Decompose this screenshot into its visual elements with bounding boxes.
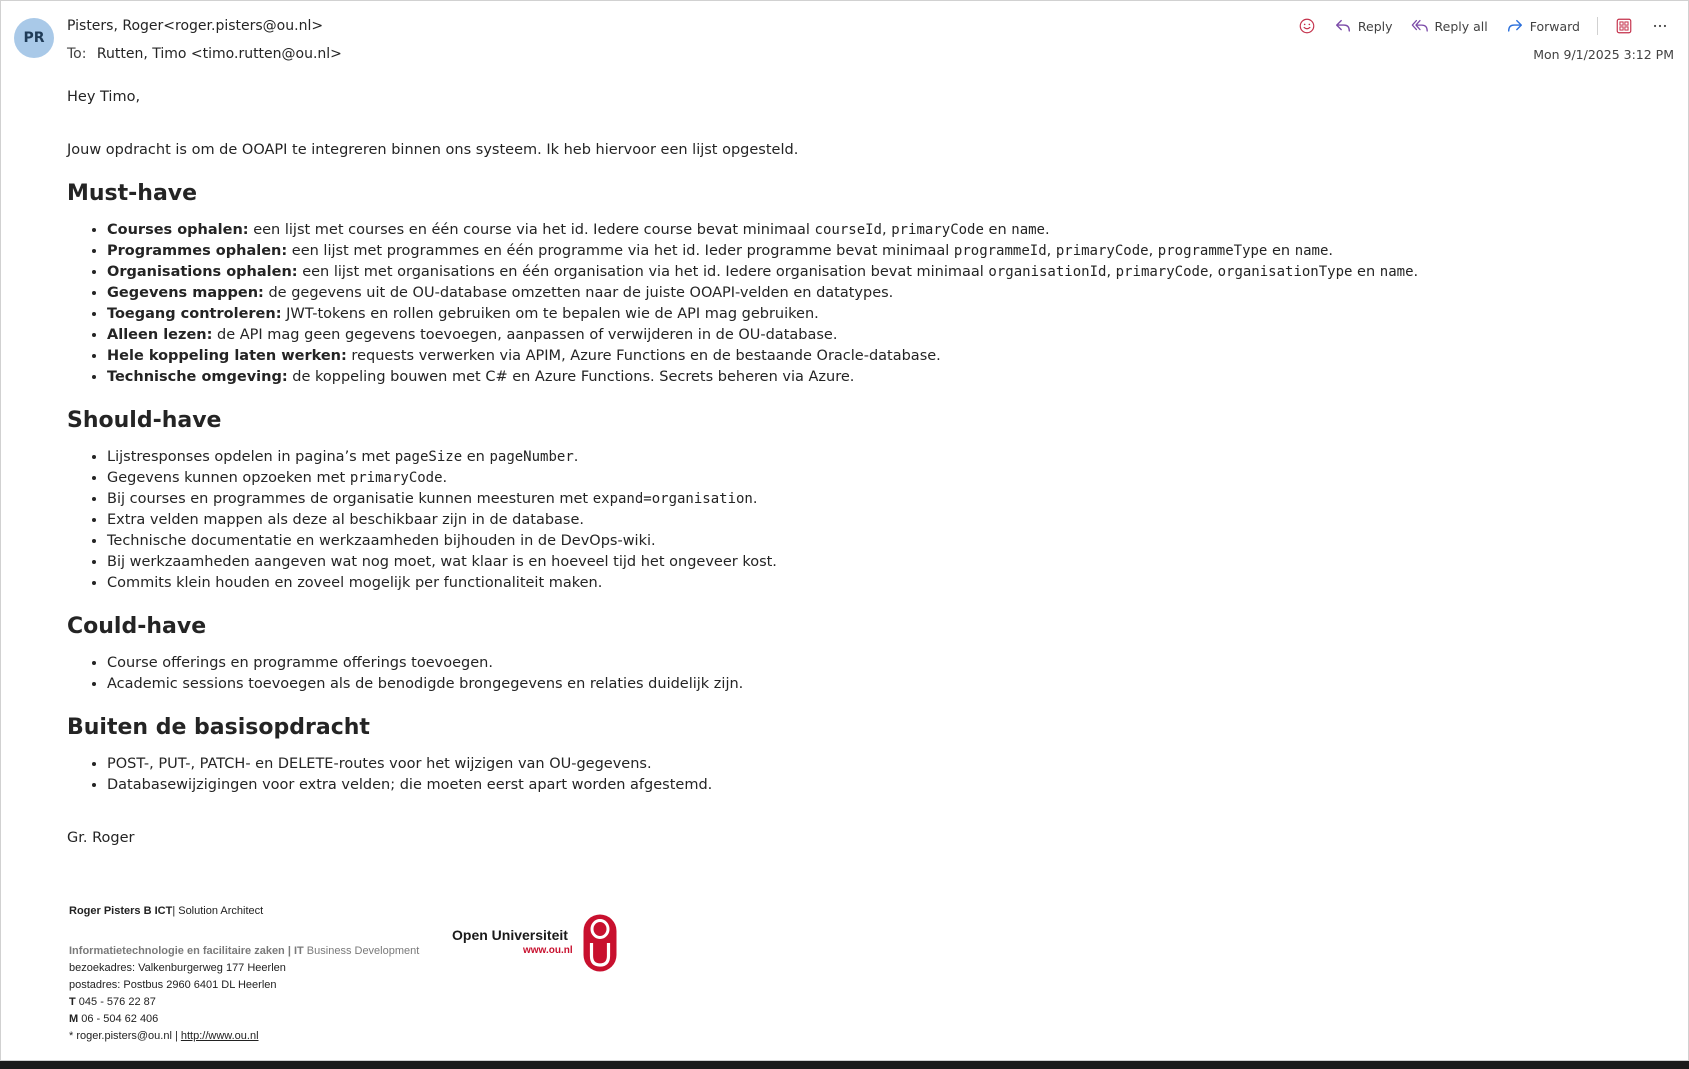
list-item: • Academic sessions toevoegen als de benodigde brongegevens en relaties duidelijk zijn. — [107, 674, 1627, 695]
sent-date: Mon 9/1/2025 3:12 PM — [1533, 47, 1674, 62]
should-have-list — [67, 447, 1627, 594]
reaction-button[interactable] — [1291, 14, 1323, 38]
list-item: • Toegang controleren: JWT-tokens en rollen gebruiken om te bepalen wie de API mag gebruiken. — [107, 304, 1627, 325]
list-item: • Technische omgeving: de koppeling bouwen met C# en Azure Functions. Secrets beheren via Azure. — [107, 367, 1627, 388]
signature-phone: T 045 - 576 22 87 — [69, 996, 156, 1008]
avatar[interactable]: PR — [14, 18, 54, 58]
apps-button[interactable] — [1608, 14, 1640, 38]
apps-icon — [1615, 17, 1633, 35]
recipient-line — [67, 46, 342, 62]
sender-name[interactable]: Pisters, Roger<roger.pisters@ou.nl> — [67, 18, 324, 34]
list-item: • Commits klein houden en zoveel mogelijk per functionaliteit maken. — [107, 573, 1627, 594]
list-item: • Gegevens mappen: de gegevens uit de OU-database omzetten naar de juiste OOAPI-velden en datatypes. — [107, 283, 1627, 304]
closing: Gr. Roger — [67, 830, 135, 846]
recipient-name[interactable]: Rutten, Timo <timo.rutten@ou.nl> — [96, 46, 342, 62]
list-item: • Gegevens kunnen opzoeken met primaryCode. — [107, 468, 1627, 489]
signature-post-address: postadres: Postbus 2960 6401 DL Heerlen — [69, 979, 277, 991]
list-item: • Bij werkzaamheden aangeven wat nog moet, wat klaar is en hoeveel tijd het ongeveer kost. — [107, 552, 1627, 573]
list-item: • Organisations ophalen: een lijst met organisations en één organisation via het id. Iedere organisation bevat minimaal organisationId, primaryCode, organisationType en name. — [107, 262, 1627, 283]
must-have-heading: Must-have — [67, 181, 198, 206]
email-signature — [69, 903, 419, 1045]
list-item: • Lijstresponses opdelen in pagina’s met pageSize en pageNumber. — [107, 447, 1627, 468]
signature-name-line — [69, 903, 419, 920]
forward-label: Forward — [1529, 18, 1580, 34]
signature-department: Informatietechnologie en facilitaire zaken | IT Business Development — [69, 945, 420, 957]
list-item: • Alleen lezen: de API mag geen gegevens toevoegen, aanpassen of verwijderen in de OU-database. — [107, 325, 1627, 346]
list-item: • Course offerings en programme offerings toevoegen. — [107, 653, 1627, 674]
reply-icon — [1334, 17, 1352, 35]
ou-logo — [452, 913, 618, 973]
should-have-heading: Should-have — [67, 408, 222, 433]
more-actions-button[interactable] — [1644, 14, 1676, 38]
list-item: • Courses ophalen: een lijst met courses en één course via het id. Iedere course bevat minimaal courseId, primaryCode en name. — [107, 220, 1627, 241]
more-icon — [1651, 17, 1669, 35]
list-item: • POST-, PUT-, PATCH- en DELETE-routes voor het wijzigen van OU-gegevens. — [107, 754, 1627, 775]
signature-role: | Solution Architect — [172, 905, 264, 917]
signature-visit-address: bezoekadres: Valkenburgerweg 177 Heerlen — [69, 962, 286, 974]
greeting: Hey Timo, — [67, 89, 141, 105]
reply-label: Reply — [1357, 18, 1393, 34]
reply-button[interactable] — [1327, 14, 1400, 38]
list-item: • Technische documentatie en werkzaamheden bijhouden in de DevOps-wiki. — [107, 531, 1627, 552]
could-have-list — [67, 653, 1627, 695]
list-item: • Databasewijzigingen voor extra velden; die moeten eerst apart worden afgestemd. — [107, 775, 1627, 796]
reply-all-icon — [1411, 17, 1429, 35]
forward-icon — [1506, 17, 1524, 35]
message-body — [67, 87, 1627, 849]
intro-paragraph: Jouw opdracht is om de OOAPI te integreren binnen ons systeem. Ik heb hiervoor een lijst opgesteld. — [67, 142, 799, 158]
logo-name: Open Universiteit — [452, 927, 568, 943]
forward-button[interactable] — [1499, 14, 1587, 38]
reply-all-button[interactable] — [1404, 14, 1495, 38]
could-have-heading: Could-have — [67, 614, 207, 639]
message-actions-toolbar — [1291, 14, 1676, 38]
signature-name: Roger Pisters B ICT — [69, 905, 173, 917]
emoji-icon — [1298, 17, 1316, 35]
reply-all-label: Reply all — [1434, 18, 1488, 34]
logo-url: www.ou.nl — [523, 945, 573, 956]
to-label: To: — [67, 46, 87, 62]
list-item: • Hele koppeling laten werken: requests verwerken via APIM, Azure Functions en de bestaande Oracle-database. — [107, 346, 1627, 367]
toolbar-divider — [1597, 17, 1598, 35]
list-item: • Programmes ophalen: een lijst met programmes en één programme via het id. Ieder programme bevat minimaal programmeId, primaryCode, programmeType en name. — [107, 241, 1627, 262]
must-have-list — [67, 220, 1627, 388]
outside-scope-list — [67, 754, 1627, 796]
list-item: • Extra velden mappen als deze al beschikbaar zijn in de database. — [107, 510, 1627, 531]
ou-logo-icon — [582, 913, 618, 973]
list-item: • Bij courses en programmes de organisatie kunnen meesturen met expand=organisation. — [107, 489, 1627, 510]
signature-mobile: M 06 - 504 62 406 — [69, 1013, 159, 1025]
signature-contact: * roger.pisters@ou.nl | http://www.ou.nl — [69, 1030, 259, 1042]
outside-scope-heading: Buiten de basisopdracht — [67, 715, 370, 740]
website-link[interactable]: http://www.ou.nl — [180, 1030, 259, 1042]
